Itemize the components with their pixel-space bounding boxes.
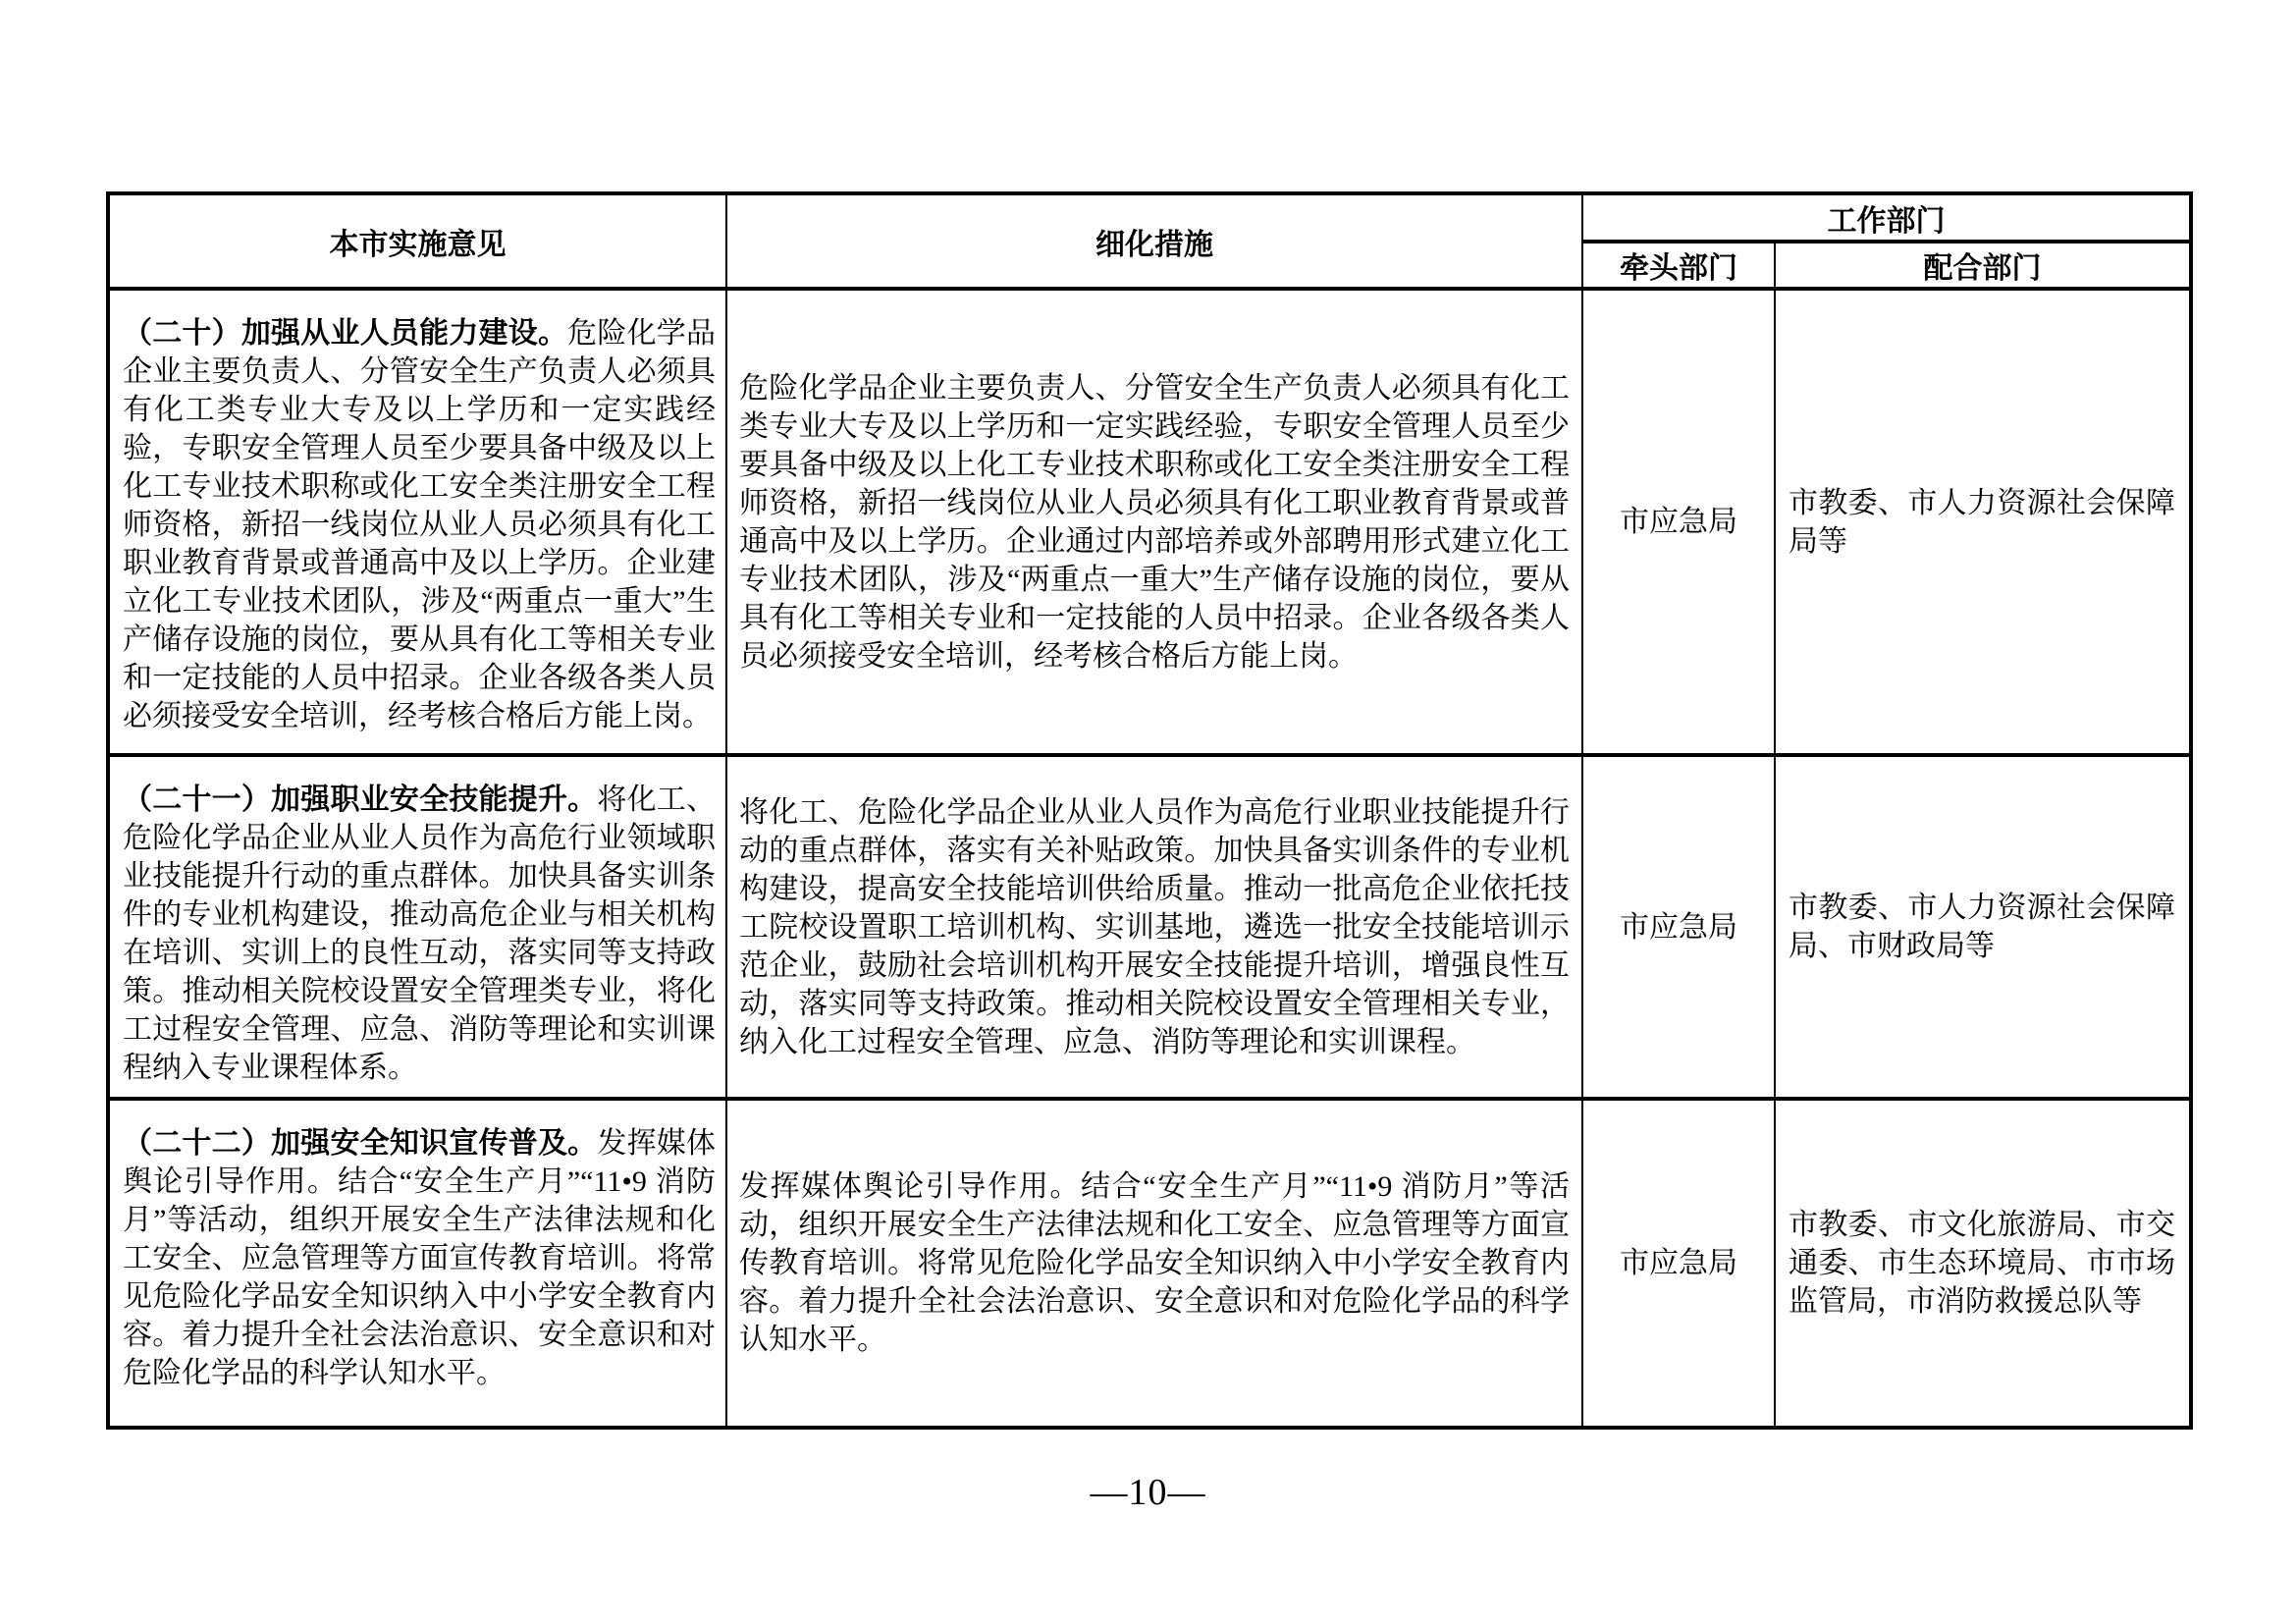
support-department-cell: [1775, 289, 2191, 755]
header-work-departments: 工作部门: [1582, 193, 2191, 242]
opinion-title: （二十一）加强职业安全技能提升。: [123, 784, 598, 816]
opinion-paragraph: [123, 1124, 716, 1392]
opinion-title: （二十）加强从业人员能力建设。: [123, 317, 568, 350]
lead-department-cell: 市应急局: [1582, 1099, 1775, 1428]
page-number: —10—: [1090, 1472, 1206, 1513]
support-paragraph: 市教委、市人力资源社会保障局、市财政局等: [1789, 892, 2175, 962]
opinion-text: 将化工、危险化学品企业从业人员作为高危行业领域职业技能提升行动的重点群体。加快具备实训条件的专业机构建设，推动高危企业与相关机构在培训、实训上的良性互动，落实同等支持政策。推动相关院校设置安全管理类专业，将化工过程安全管理、应急、消防等理论和实训课程纳入专业课程体系。: [123, 784, 717, 1084]
support-department-cell: [1775, 755, 2191, 1099]
header-opinion: 本市实施意见: [108, 193, 726, 289]
opinion-paragraph: [123, 781, 716, 1087]
table-row: [108, 289, 2191, 755]
table-row: [108, 755, 2191, 1099]
measure-paragraph: 危险化学品企业主要负责人、分管安全生产负责人必须具有化工类专业大专及以上学历和一定实践经验，专职安全管理人员至少要具备中级及以上化工专业技术职称或化工安全类注册安全工程师资格，新招一线岗位从业人员必须具有化工职业教育背景或普通高中及以上学历。企业通过内部培养或外部聘用形式建立化工专业技术团队，涉及“两重点一重大”生产储存设施的岗位，要从具有化工等相关专业和一定技能的人员中招录。企业各级各类人员必须接受安全培训，经考核合格后方能上岗。: [739, 371, 1570, 673]
opinion-cell: [108, 289, 726, 755]
opinion-cell: [108, 755, 726, 1099]
measure-cell: [726, 755, 1582, 1099]
support-department-cell: [1775, 1099, 2191, 1428]
opinion-text: 危险化学品企业主要负责人、分管安全生产负责人必须具有化工类专业大专及以上学历和一定实践经验，专职安全管理人员至少要具备中级及以上化工专业技术职称或化工安全类注册安全工程师资格，新招一线岗位从业人员必须具有化工职业教育背景或普通高中及以上学历。企业建立化工专业技术团队，涉及“两重点一重大”生产储存设施的岗位，要从具有化工等相关专业和一定技能的人员中招录。企业各级各类人员必须接受安全培训，经考核合格后方能上岗。: [123, 317, 717, 732]
lead-department-cell: 市应急局: [1582, 289, 1775, 755]
header-row-top: [108, 193, 2191, 242]
header-lead-department: 牵头部门: [1582, 242, 1775, 289]
opinion-paragraph: [123, 314, 716, 735]
support-paragraph: 市教委、市人力资源社会保障局等: [1789, 486, 2175, 558]
opinion-title: （二十二）加强安全知识宣传普及。: [123, 1127, 598, 1160]
measure-paragraph: 发挥媒体舆论引导作用。结合“安全生产月”“11•9 消防月”等活动，组织开展安全生产法律法规和化工安全、应急管理等方面宣传教育培训。将常见危险化学品安全知识纳入中小学安全教育内容。着力提升全社会法治意识、安全意识和对危险化学品的科学认知水平。: [739, 1170, 1570, 1356]
opinion-text: 发挥媒体舆论引导作用。结合“安全生产月”“11•9 消防月”等活动，组织开展安全生产法律法规和化工安全、应急管理等方面宣传教育培训。将常见危险化学品安全知识纳入中小学安全教育内容。着力提升全社会法治意识、安全意识和对危险化学品的科学认知水平。: [123, 1127, 717, 1389]
opinion-cell: [108, 1099, 726, 1428]
table-row: [108, 1099, 2191, 1428]
support-paragraph: 市教委、市文化旅游局、市交通委、市生态环境局、市市场监管局，市消防救援总队等: [1789, 1209, 2175, 1318]
measure-cell: [726, 289, 1582, 755]
measure-cell: [726, 1099, 1582, 1428]
lead-department-cell: 市应急局: [1582, 755, 1775, 1099]
header-support-department: 配合部门: [1775, 242, 2191, 289]
measure-paragraph: 将化工、危险化学品企业从业人员作为高危行业职业技能提升行动的重点群体，落实有关补贴政策。加快具备实训条件的专业机构建设，提高安全技能培训供给质量。推动一批高危企业依托技工院校设置职工培训机构、实训基地，遴选一批安全技能培训示范企业，鼓励社会培训机构开展安全技能提升培训，增强良性互动，落实同等支持政策。推动相关院校设置安全管理相关专业，纳入化工过程安全管理、应急、消防等理论和实训课程。: [739, 795, 1570, 1058]
header-measure: 细化措施: [726, 193, 1582, 289]
implementation-measures-table: [106, 191, 2193, 1430]
